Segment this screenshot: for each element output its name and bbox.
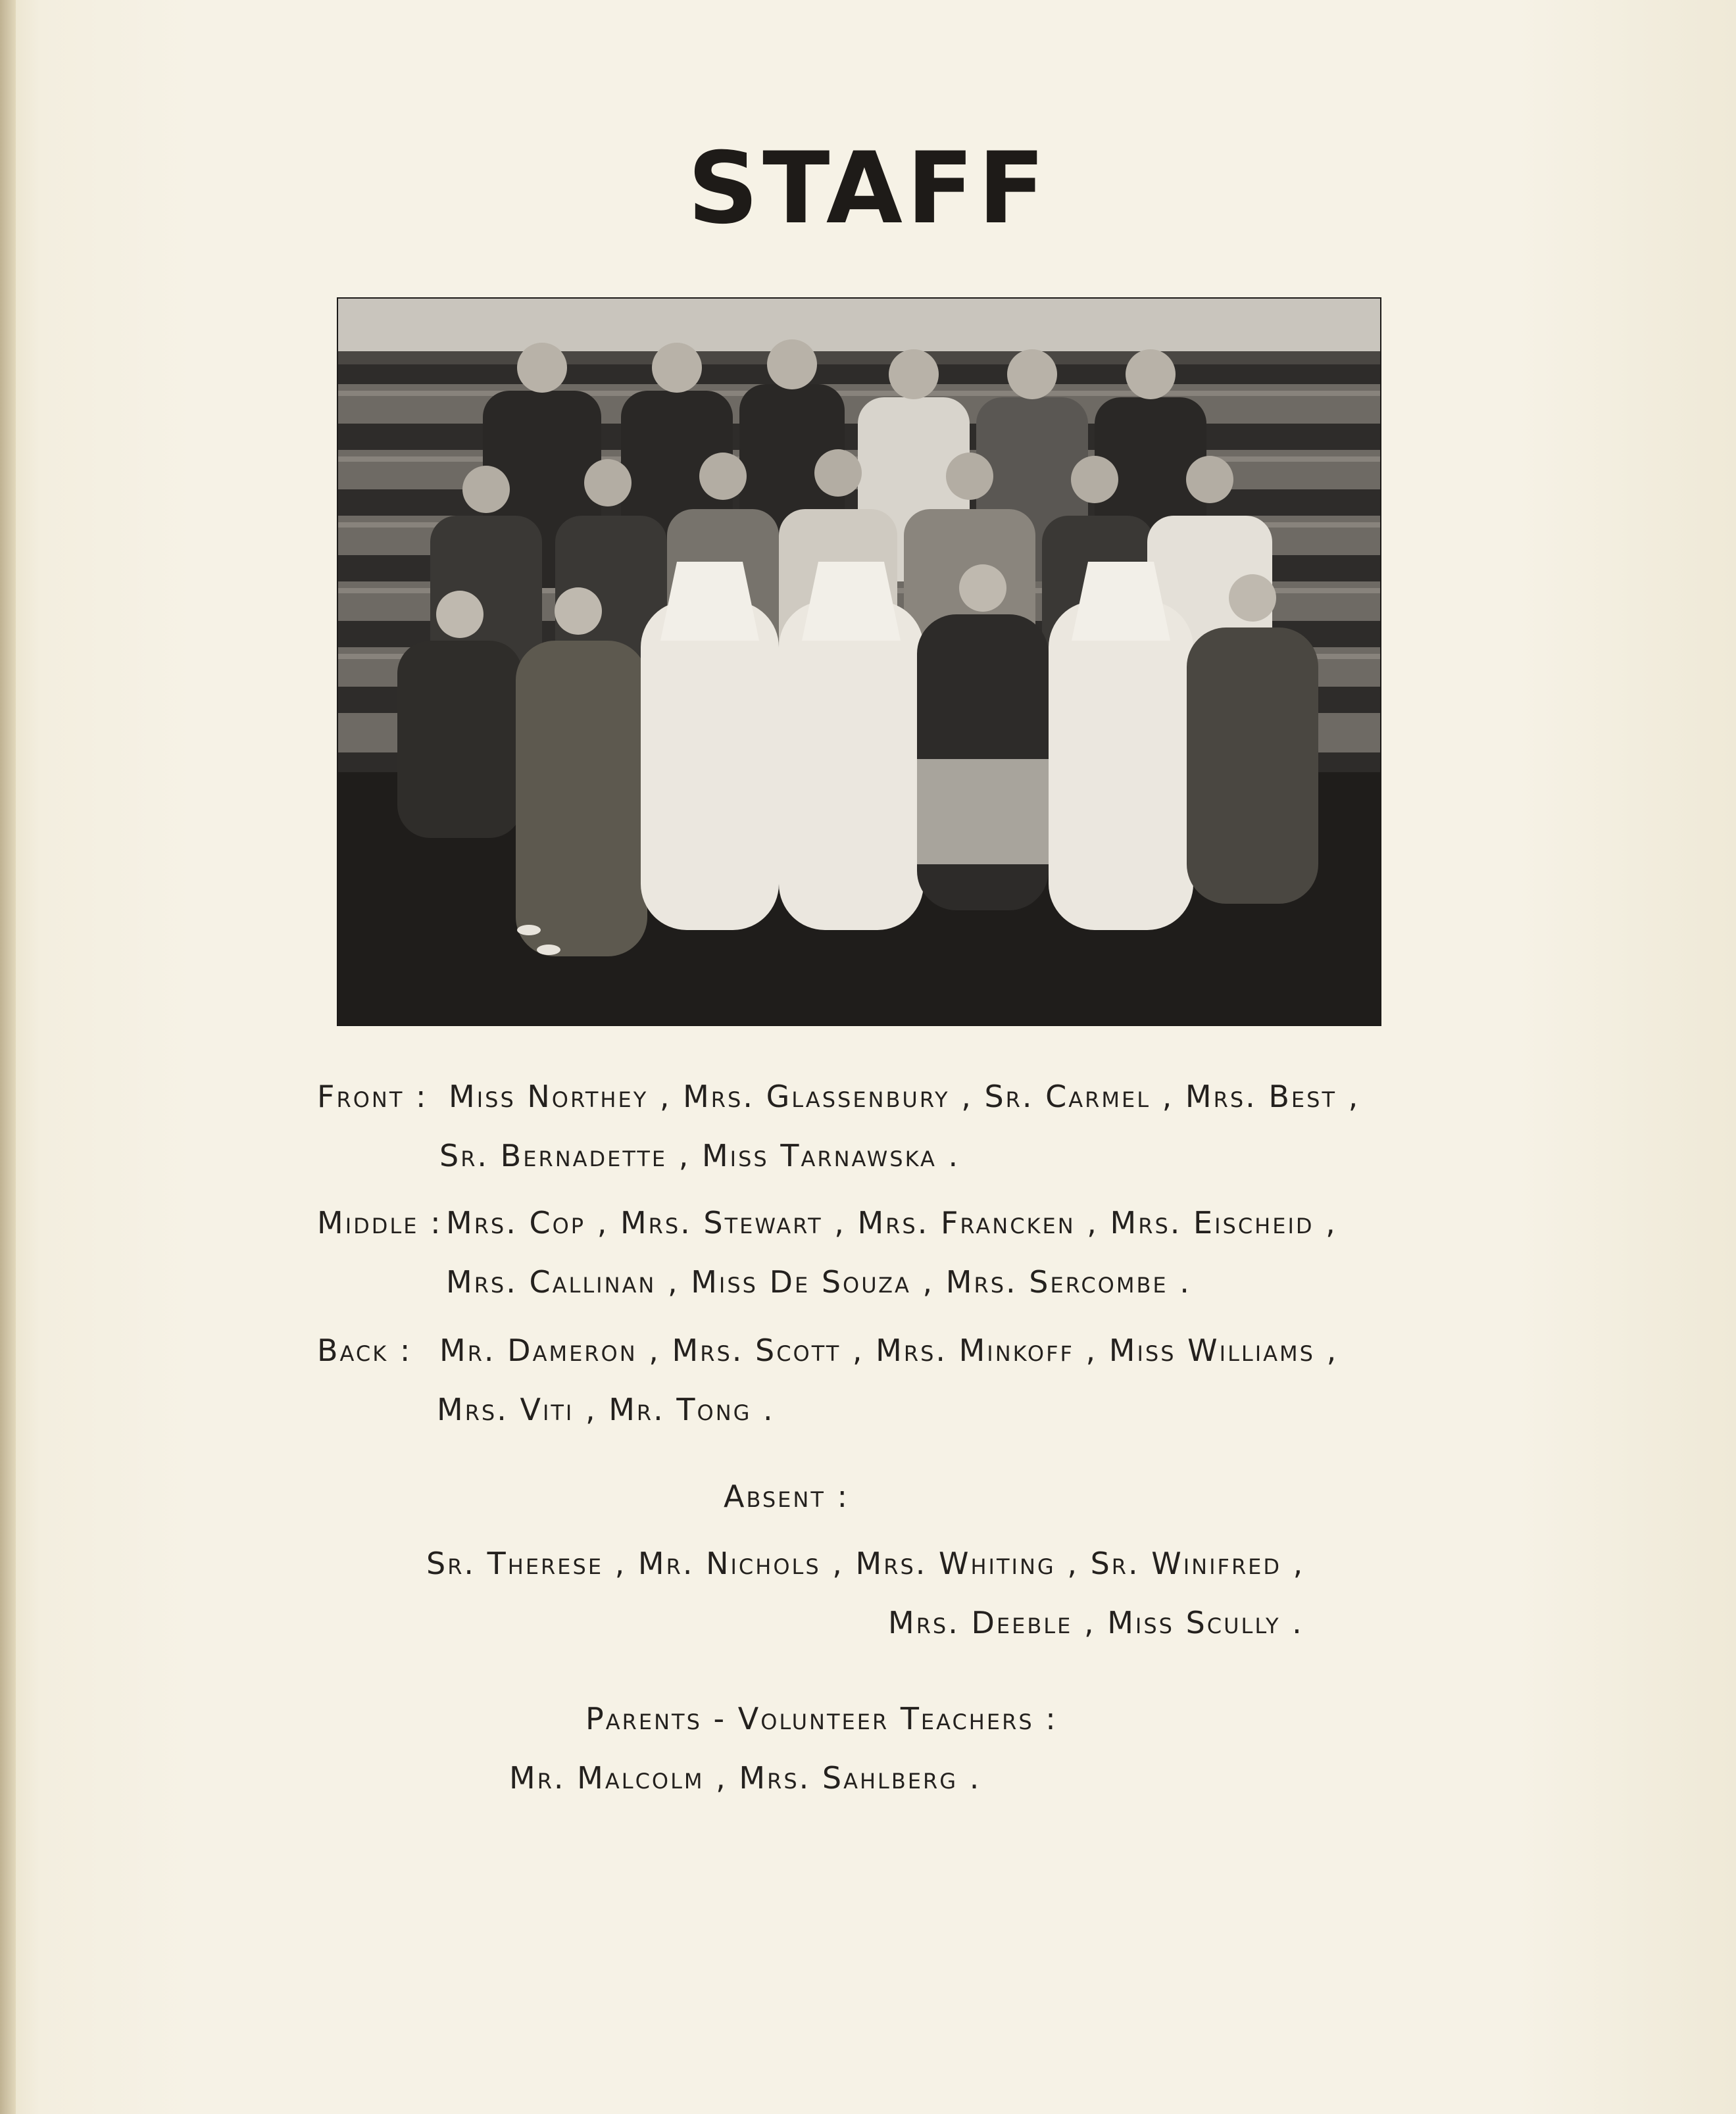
absent-heading: Absent : <box>724 1479 849 1514</box>
front-row-label: Front : <box>317 1079 428 1114</box>
back-row-names-line-2: Mrs. Viti , Mr. Tong . <box>437 1392 775 1427</box>
middle-row-names-line-1: Mrs. Cop , Mrs. Stewart , Mrs. Francken , Mrs. Eischeid , <box>446 1205 1337 1241</box>
staff-group-photo <box>337 297 1381 1026</box>
page-title: STAFF <box>687 132 1049 246</box>
absent-names-line-1: Sr. Therese , Mr. Nichols , Mrs. Whiting , Sr. Winifred , <box>426 1546 1305 1581</box>
back-row-label: Back : <box>317 1333 412 1368</box>
front-row-names-line-2: Sr. Bernadette , Miss Tarnawska . <box>439 1138 960 1173</box>
group-photo-illustration <box>338 299 1380 1025</box>
volunteers-heading: Parents - Volunteer Teachers : <box>585 1701 1058 1736</box>
volunteers-names: Mr. Malcolm , Mrs. Sahlberg . <box>509 1760 981 1796</box>
middle-row-names-line-2: Mrs. Callinan , Miss De Souza , Mrs. Sercombe . <box>446 1264 1191 1300</box>
front-row-names-line-1: Miss Northey , Mrs. Glassenbury , Sr. Carmel , Mrs. Best , <box>449 1079 1360 1114</box>
back-row-names-line-1: Mr. Dameron , Mrs. Scott , Mrs. Minkoff , Miss Williams , <box>439 1333 1339 1368</box>
absent-names-line-2: Mrs. Deeble , Miss Scully . <box>888 1605 1304 1640</box>
middle-row-label: Middle : <box>317 1205 443 1241</box>
page-binding-edge <box>0 0 16 2114</box>
